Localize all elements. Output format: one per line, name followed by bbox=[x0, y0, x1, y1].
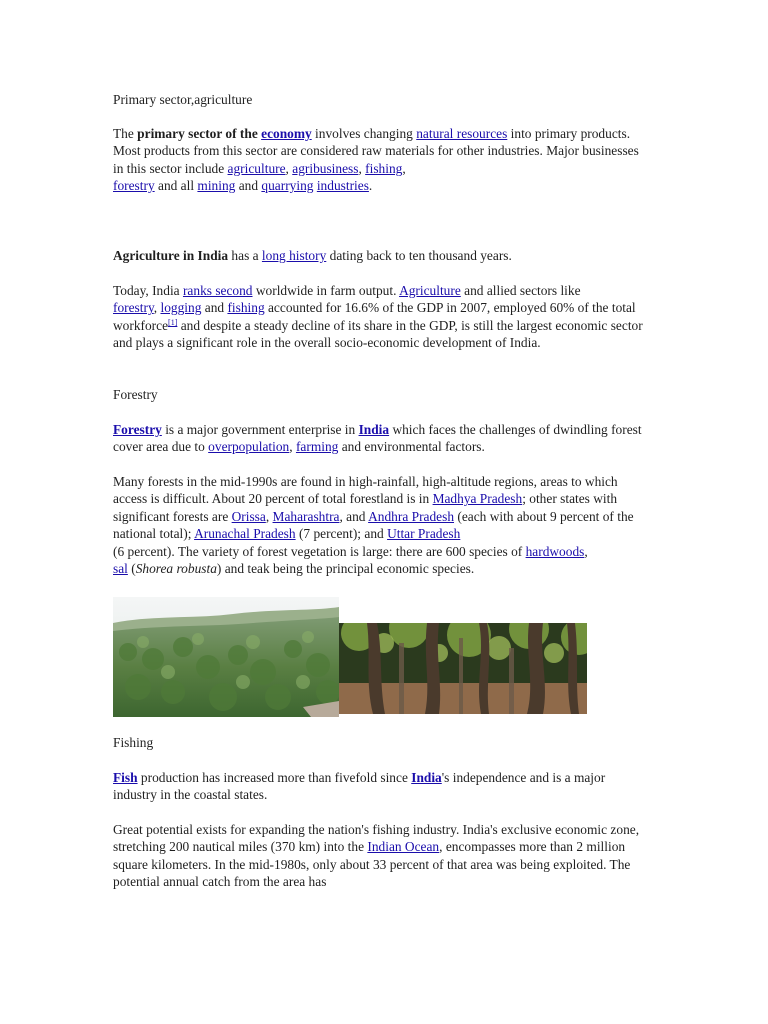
link-andhra-pradesh[interactable]: Andhra Pradesh bbox=[368, 508, 455, 524]
paragraph-forestry: Forestry is a major government enterprise in India which faces the challenges of dwindling forest cover area due to overpopulation, farming and environmental factors. bbox=[113, 422, 642, 455]
link-agribusiness[interactable]: agribusiness bbox=[292, 160, 359, 176]
paragraph-fishing-potential: Great potential exists for expanding the nation's fishing industry. India's exclusive economic zone, stretching 200 nautical miles (370 km) into the Indian Ocean, encompasses more than 2 million square kilometers. In the mid-1980s, only about 33 percent of that area was being exploited. The potential annual catch from the area has bbox=[113, 822, 640, 890]
link-natural-resources[interactable]: natural resources bbox=[416, 126, 508, 141]
link-ranks-second[interactable]: ranks second bbox=[182, 283, 253, 298]
link-forestry-2[interactable]: forestry bbox=[113, 300, 154, 316]
paragraph-agriculture-history: Agriculture in India has a long history dating back to ten thousand years. bbox=[113, 248, 512, 263]
link-agriculture-2[interactable]: Agriculture bbox=[399, 283, 461, 298]
heading-forestry: Forestry bbox=[113, 387, 158, 402]
link-indian-ocean[interactable]: Indian Ocean bbox=[367, 839, 440, 855]
link-long-history[interactable]: long history bbox=[261, 248, 327, 263]
link-logging[interactable]: logging bbox=[160, 300, 202, 316]
link-madhya-pradesh[interactable]: Madhya Pradesh bbox=[432, 491, 523, 507]
link-agriculture[interactable]: agriculture bbox=[227, 160, 286, 176]
link-mining[interactable]: mining bbox=[197, 178, 236, 194]
link-industries[interactable]: industries bbox=[316, 178, 369, 194]
forest-images bbox=[113, 597, 593, 717]
link-sal[interactable]: sal bbox=[113, 561, 128, 577]
forest-trunks-image bbox=[339, 623, 587, 714]
link-economy[interactable]: economy bbox=[261, 126, 312, 141]
paragraph-primary-sector: The primary sector of the economy involves changing natural resources into primary products. Most products from this sector are considered raw materials for other industries. Major businesses in this sector include agriculture, agribusiness, fishing, forestry and all mining and quarrying industries. bbox=[113, 126, 639, 194]
link-uttar-pradesh[interactable]: Uttar Pradesh bbox=[387, 526, 461, 542]
link-maharashtra[interactable]: Maharashtra bbox=[272, 508, 340, 524]
paragraph-fish-production: Fish production has increased more than fivefold since India's independence and is a major industry in the coastal states. bbox=[113, 770, 606, 803]
paragraph-forest-regions: Many forests in the mid-1990s are found in high-rainfall, high-altitude regions, areas to which access is difficult. About 20 percent of total forestland is in Madhya Pradesh; other states with significant forests are Orissa, Maharashtra, and Andhra Pradesh (each with about 9 percent of the national total); Arunachal Pradesh (7 percent); and Uttar Pradesh (6 percent). The variety of forest vegetation is large: there are 600 species of hardwoods, sal (Shorea robusta) and teak being the principal economic species. bbox=[113, 474, 634, 577]
link-india[interactable]: India bbox=[358, 422, 390, 437]
link-forestry[interactable]: forestry bbox=[113, 178, 155, 194]
forest-canopy-image bbox=[113, 597, 339, 717]
link-fish[interactable]: Fish bbox=[113, 770, 138, 785]
link-forestry-bold[interactable]: Forestry bbox=[113, 422, 162, 437]
link-quarrying[interactable]: quarrying bbox=[261, 178, 314, 194]
link-farming[interactable]: farming bbox=[295, 439, 339, 455]
link-orissa[interactable]: Orissa bbox=[231, 508, 266, 524]
heading-fishing: Fishing bbox=[113, 735, 154, 750]
link-hardwoods[interactable]: hardwoods bbox=[525, 543, 585, 559]
link-overpopulation[interactable]: overpopulation bbox=[208, 439, 290, 455]
paragraph-agriculture-today: Today, India ranks second worldwide in farm output. Agriculture and allied sectors like forestry, logging and fishing accounted for 16.6% of the GDP in 2007, employed 60% of the total workforce[1] and despite a steady decline of its share in the GDP, is still the largest economic sector and plays a significant role in the overall socio-economic development of India. bbox=[113, 283, 643, 351]
link-arunachal-pradesh[interactable]: Arunachal Pradesh bbox=[194, 526, 296, 542]
link-fishing[interactable]: fishing bbox=[365, 160, 403, 176]
link-fishing-2[interactable]: fishing bbox=[227, 300, 265, 316]
heading-primary-sector: Primary sector,agriculture bbox=[113, 92, 253, 107]
citation-1[interactable]: [1] bbox=[168, 317, 178, 327]
link-india-2[interactable]: India bbox=[411, 770, 442, 785]
